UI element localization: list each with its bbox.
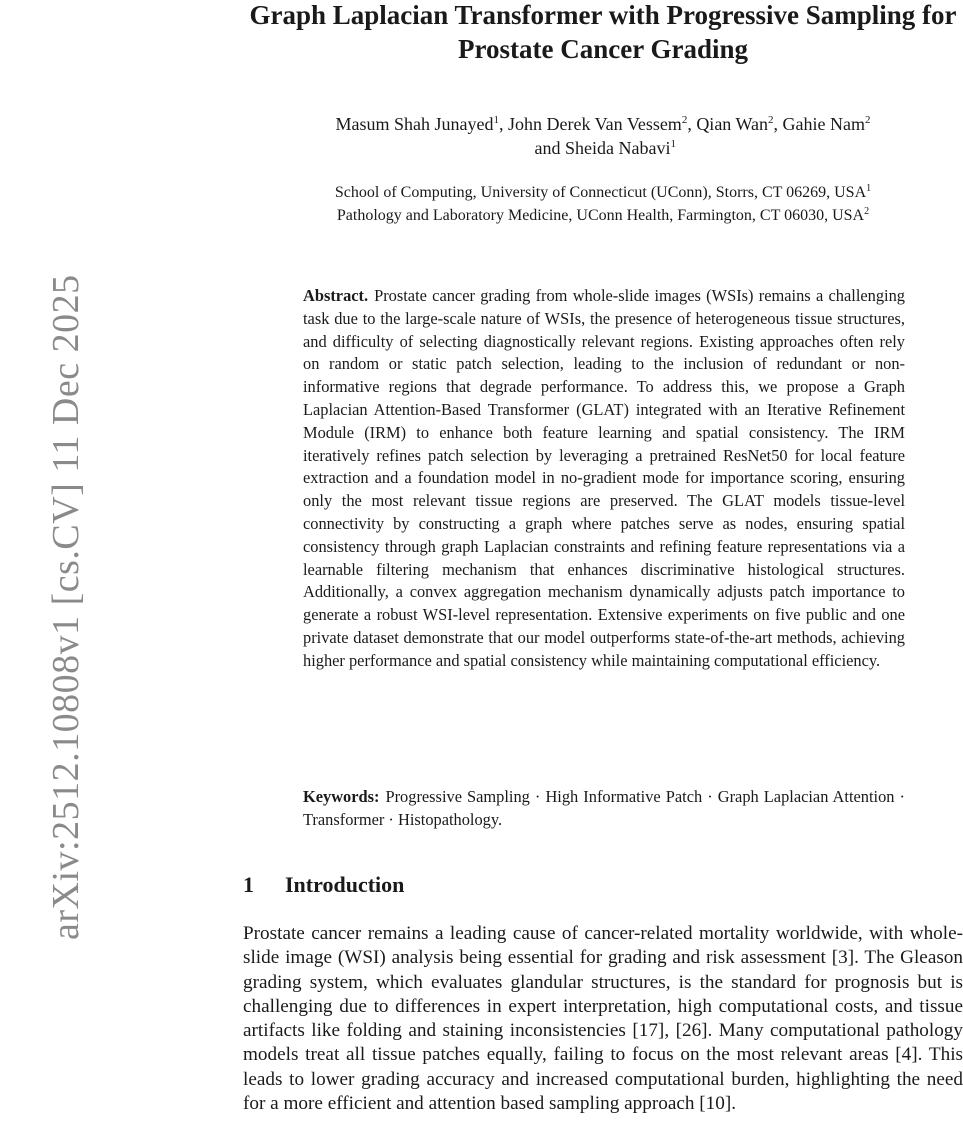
- author: Masum Shah Junayed: [335, 114, 494, 134]
- keywords: [303, 786, 905, 832]
- section-heading: [243, 870, 404, 900]
- author-separator: and: [530, 138, 566, 158]
- author: Qian Wan: [696, 114, 769, 134]
- author-separator: ,: [687, 114, 697, 134]
- author-affiliation-mark: 2: [768, 114, 774, 126]
- keywords-label: Keywords:: [303, 787, 380, 806]
- author-affiliation-mark: 2: [681, 114, 688, 126]
- section-title: Introduction: [285, 872, 405, 897]
- abstract-text: Prostate cancer grading from whole-slide images (WSIs) remains a challenging task due to the large-scale nature of WSIs, the presence of heterogeneous tissue structures, and difficulty of selecting diagnostically relevant regions. Existing approaches often rely on random or static patch selection, leading to the inclusion of redundant or non-informative regions that degrade performance. To address this, we propose a Graph Laplacian Attention-Based Transformer (GLAT) integrated with an Iterative Refinement Module (IRM) to enhance both feature learning and spatial consistency. The IRM iteratively refines patch selection by leveraging a pretrained ResNet50 for local feature extraction and a foundation model in no-gradient mode for importance scoring, ensuring only the most relevant tissue regions are preserved. The GLAT models tissue-level connectivity by constructing a graph where patches serve as nodes, ensuring spatial consistency through graph Laplacian constraints and refining feature representations via a learnable filtering mechanism that enhances discriminative histological structures. Additionally, a convex aggregation mechanism dynamically adjusts patch importance to generate a robust WSI-level representation. Extensive experiments on five public and one private dataset demonstrate that our model outperforms state-of-the-art methods, achieving higher performance and spatial consistency while maintaining computational efficiency.: [303, 286, 905, 670]
- affiliation-mark: 1: [866, 183, 872, 194]
- paper-title: Graph Laplacian Transformer with Progressive Sampling for Prostate Cancer Grading: [249, 0, 957, 64]
- affiliation-text: School of Computing, University of Connecticut (UConn), Storrs, CT 06269, USA: [334, 184, 867, 201]
- author: Sheida Nabavi: [565, 138, 671, 158]
- affiliation-mark: 2: [864, 206, 870, 217]
- affiliation-line: [243, 181, 963, 204]
- author-separator: ,: [773, 114, 783, 134]
- author-separator: ,: [499, 114, 508, 134]
- author-list: [243, 112, 963, 160]
- author-affiliation-mark: 2: [864, 114, 871, 126]
- arxiv-identifier-stamp: [0, 0, 87, 960]
- affiliation-line: [243, 204, 963, 227]
- author: Gahie Nam: [782, 114, 865, 134]
- introduction-paragraph: Prostate cancer remains a leading cause of cancer-related mortality worldwide, with whole-slide image (WSI) analysis being essential for grading and risk assessment [3]. The Gleason grading system, which evaluates glandular structures, is the standard for prognosis but is challenging due to differences in expert interpretation, high computational costs, and tissue artifacts like folding and staining inconsistencies [17], [26]. Many computational pathology models treat all tissue patches equally, failing to focus on the most relevant areas [4]. This leads to lower grading accuracy and increased computational burden, highlighting the need for a more efficient and attention based sampling approach [10].: [243, 923, 963, 1115]
- section-number: 1: [243, 872, 254, 897]
- author: John Derek Van Vessem: [508, 114, 682, 134]
- affiliation-text: Pathology and Laboratory Medicine, UConn Health, Farmington, CT 06030, USA: [336, 207, 865, 224]
- author-affiliation-mark: 1: [493, 114, 499, 126]
- affiliation-list: [243, 181, 963, 227]
- keywords-text: Progressive Sampling · High Informative Patch · Graph Laplacian Attention · Transformer · Histopathology.: [303, 787, 905, 829]
- abstract: [303, 285, 905, 673]
- author-affiliation-mark: 1: [670, 138, 676, 150]
- abstract-label: Abstract.: [303, 286, 369, 305]
- arxiv-id-text: arXiv:2512.10808v1 [cs.CV] 11 Dec 2025: [45, 274, 87, 940]
